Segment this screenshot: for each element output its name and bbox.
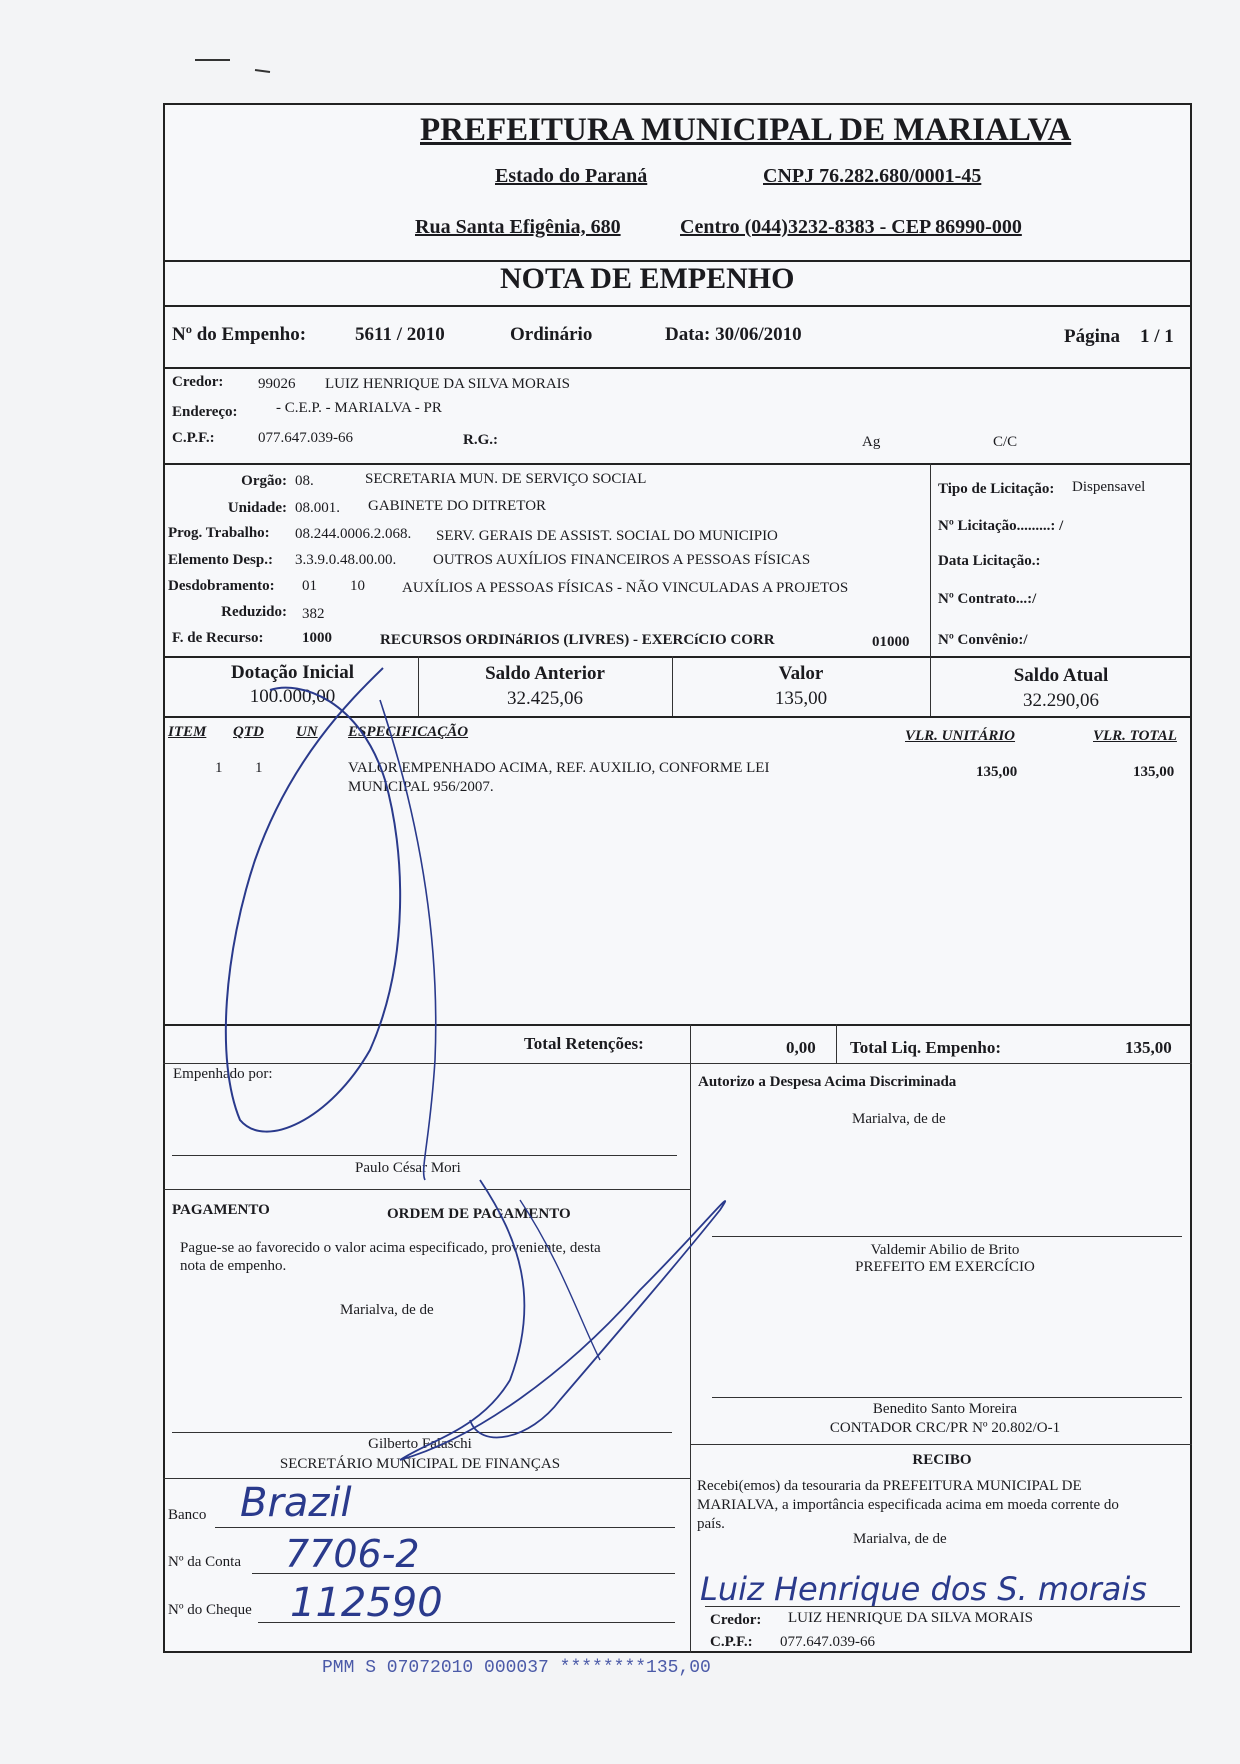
autorizo-place-date: Marialva, de de <box>852 1111 946 1127</box>
empenhado-por-label: Empenhado por: <box>173 1066 273 1082</box>
total-retencoes-label: Total Retenções: <box>524 1034 644 1053</box>
banco-handwritten: Brazil <box>240 1480 352 1526</box>
banco-label: Banco <box>168 1507 207 1523</box>
col-especificacao: ESPECIFICAÇÃO <box>348 724 469 740</box>
prefeito-role: PREFEITO EM EXERCÍCIO <box>855 1259 1035 1275</box>
pagamento-place-date: Marialva, de de <box>340 1302 434 1318</box>
saldo-anterior-value: 32.425,06 <box>507 688 583 709</box>
recurso-code-2: 01000 <box>872 634 910 650</box>
payment-stamp: PMM S 07072010 000037 ********135,00 <box>322 1658 711 1678</box>
reduzido-label: Reduzido: <box>221 604 287 620</box>
document-title: NOTA DE EMPENHO <box>500 262 795 295</box>
page-label: Página <box>1064 326 1120 347</box>
recibo-label: RECIBO <box>912 1452 972 1468</box>
recurso-code: 1000 <box>302 630 332 646</box>
row-qtd: 1 <box>255 760 263 776</box>
contador-name: Benedito Santo Moreira <box>872 1401 1018 1417</box>
saldo-atual-value: 32.290,06 <box>1023 690 1099 711</box>
col-un: UN <box>296 724 318 740</box>
recibo-cpf-label: C.P.F.: <box>710 1634 753 1650</box>
col-valor-total: VLR. TOTAL <box>1093 728 1177 744</box>
numero-convenio: Nº Convênio:/ <box>938 632 1028 648</box>
elemento-despesa-name: OUTROS AUXÍLIOS FINANCEIROS A PESSOAS FÍSICAS <box>433 552 811 568</box>
empenho-number: 5611 / 2010 <box>355 324 445 345</box>
col-item: ITEM <box>168 724 207 740</box>
pagamento-text-line1: Pague-se ao favorecido o valor acima especificado, proveniente, desta <box>180 1240 601 1256</box>
reduzido-value: 382 <box>302 606 325 622</box>
cheque-handwritten: 112590 <box>290 1580 443 1626</box>
empenho-date: Data: 30/06/2010 <box>665 324 802 345</box>
prog-trabalho-label: Prog. Trabalho: <box>168 525 270 541</box>
conta-label: Nº da Conta <box>168 1554 241 1570</box>
recibo-credor-name: LUIZ HENRIQUE DA SILVA MORAIS <box>788 1610 1034 1626</box>
contador-role: CONTADOR CRC/PR Nº 20.802/O-1 <box>829 1420 1061 1436</box>
endereco-label: Endereço: <box>172 404 238 420</box>
account-label: C/C <box>993 434 1018 450</box>
total-liquido-value: 135,00 <box>1125 1038 1172 1057</box>
valor-value: 135,00 <box>774 688 828 709</box>
cnpj: CNPJ 76.282.680/0001-45 <box>763 165 982 187</box>
desdobramento-label: Desdobramento: <box>168 578 275 594</box>
recibo-text-line1: Recebi(emos) da tesouraria da PREFEITURA MUNICIPAL DE <box>697 1478 1082 1494</box>
row-valor-unitario: 135,00 <box>976 764 1018 780</box>
cpf-label: C.P.F.: <box>172 430 215 446</box>
recurso-name: RECURSOS ORDINáRIOS (LIVRES) - EXERCíCIO CORR <box>380 632 775 648</box>
secretario-role: SECRETÁRIO MUNICIPAL DE FINANÇAS <box>279 1456 561 1472</box>
address-details: Centro (044)3232-8383 - CEP 86990-000 <box>680 216 1022 238</box>
prog-trabalho-name: SERV. GERAIS DE ASSIST. SOCIAL DO MUNICIPIO <box>436 528 778 544</box>
valor-label: Valor <box>778 663 824 684</box>
pagamento-label: PAGAMENTO <box>172 1202 270 1218</box>
empenhado-por-signer: Paulo César Mori <box>355 1160 461 1176</box>
numero-licitacao: Nº Licitação.........: / <box>938 518 1064 534</box>
saldo-atual-label: Saldo Atual <box>1013 665 1109 686</box>
row-item: 1 <box>215 760 223 776</box>
col-valor-unitario: VLR. UNITÁRIO <box>905 728 1016 744</box>
row-valor-total: 135,00 <box>1133 764 1175 780</box>
credor-code: 99026 <box>258 376 296 392</box>
recibo-text-line3: país. <box>697 1516 725 1532</box>
page-number: 1 / 1 <box>1140 326 1174 347</box>
prog-trabalho-code: 08.244.0006.2.068. <box>295 526 412 542</box>
dotacao-inicial-label: Dotação Inicial <box>231 662 354 683</box>
saldo-anterior-label: Saldo Anterior <box>485 663 605 684</box>
agency-label: Ag <box>862 434 881 450</box>
credor-label: Credor: <box>172 374 224 390</box>
recurso-label: F. de Recurso: <box>172 630 264 646</box>
dotacao-inicial-value: 100.000,00 <box>249 686 336 707</box>
data-licitacao: Data Licitação.: <box>938 553 1041 569</box>
unidade-code: 08.001. <box>295 500 340 516</box>
elemento-despesa-label: Elemento Desp.: <box>168 552 273 568</box>
recibo-cpf-value: 077.647.039-66 <box>780 1634 875 1650</box>
recibo-text-line2: MARIALVA, a importância especificada acima em moeda corrente do <box>697 1497 1119 1513</box>
endereco-value: - C.E.P. - MARIALVA - PR <box>276 400 442 416</box>
tipo-licitacao-label: Tipo de Licitação: <box>938 481 1055 497</box>
state-name: Estado do Paraná <box>495 165 648 187</box>
prefeitura-title: PREFEITURA MUNICIPAL DE MARIALVA <box>420 112 1072 148</box>
autorizo-label: Autorizo a Despesa Acima Discriminada <box>698 1074 957 1090</box>
prefeito-name: Valdemir Abilio de Brito <box>870 1242 1020 1258</box>
pagamento-text-line2: nota de empenho. <box>180 1258 287 1274</box>
orgao-code: 08. <box>295 473 314 489</box>
recibo-credor-label: Credor: <box>710 1612 762 1628</box>
orgao-label: Orgão: <box>241 473 287 489</box>
unidade-name: GABINETE DO DITRETOR <box>368 498 547 514</box>
recibo-signature: Luiz Henrique dos S. morais <box>700 1570 1147 1608</box>
total-liquido-label: Total Liq. Empenho: <box>850 1038 1001 1057</box>
cheque-label: Nº do Cheque <box>168 1602 252 1618</box>
empenho-number-label: Nº do Empenho: <box>172 324 307 345</box>
credor-name: LUIZ HENRIQUE DA SILVA MORAIS <box>325 376 571 392</box>
total-retencoes-value: 0,00 <box>786 1038 816 1057</box>
conta-handwritten: 7706-2 <box>285 1532 420 1576</box>
elemento-despesa-code: 3.3.9.0.48.00.00. <box>295 552 397 568</box>
orgao-name: SECRETARIA MUN. DE SERVIÇO SOCIAL <box>365 471 647 487</box>
desdobramento-name: AUXÍLIOS A PESSOAS FÍSICAS - NÃO VINCULADAS A PROJETOS <box>402 580 849 596</box>
desdobramento-a: 01 <box>302 578 317 594</box>
rg-label: R.G.: <box>463 432 498 448</box>
col-qtd: QTD <box>233 724 264 740</box>
cpf-value: 077.647.039-66 <box>258 430 353 446</box>
recibo-place-date: Marialva, de de <box>853 1531 947 1547</box>
street-address: Rua Santa Efigênia, 680 <box>415 216 621 238</box>
secretario-name: Gilberto Falaschi <box>368 1436 472 1452</box>
row-especificacao-line2: MUNICIPAL 956/2007. <box>348 779 494 795</box>
numero-contrato: Nº Contrato...:/ <box>938 591 1037 607</box>
ordem-pagamento-label: ORDEM DE PAGAMENTO <box>387 1206 571 1222</box>
tipo-licitacao-value: Dispensavel <box>1072 479 1146 495</box>
unidade-label: Unidade: <box>227 500 287 516</box>
empenho-type: Ordinário <box>510 324 593 345</box>
desdobramento-b: 10 <box>350 578 365 594</box>
row-especificacao-line1: VALOR EMPENHADO ACIMA, REF. AUXILIO, CONFORME LEI <box>348 760 770 776</box>
scan-specks <box>0 0 400 100</box>
